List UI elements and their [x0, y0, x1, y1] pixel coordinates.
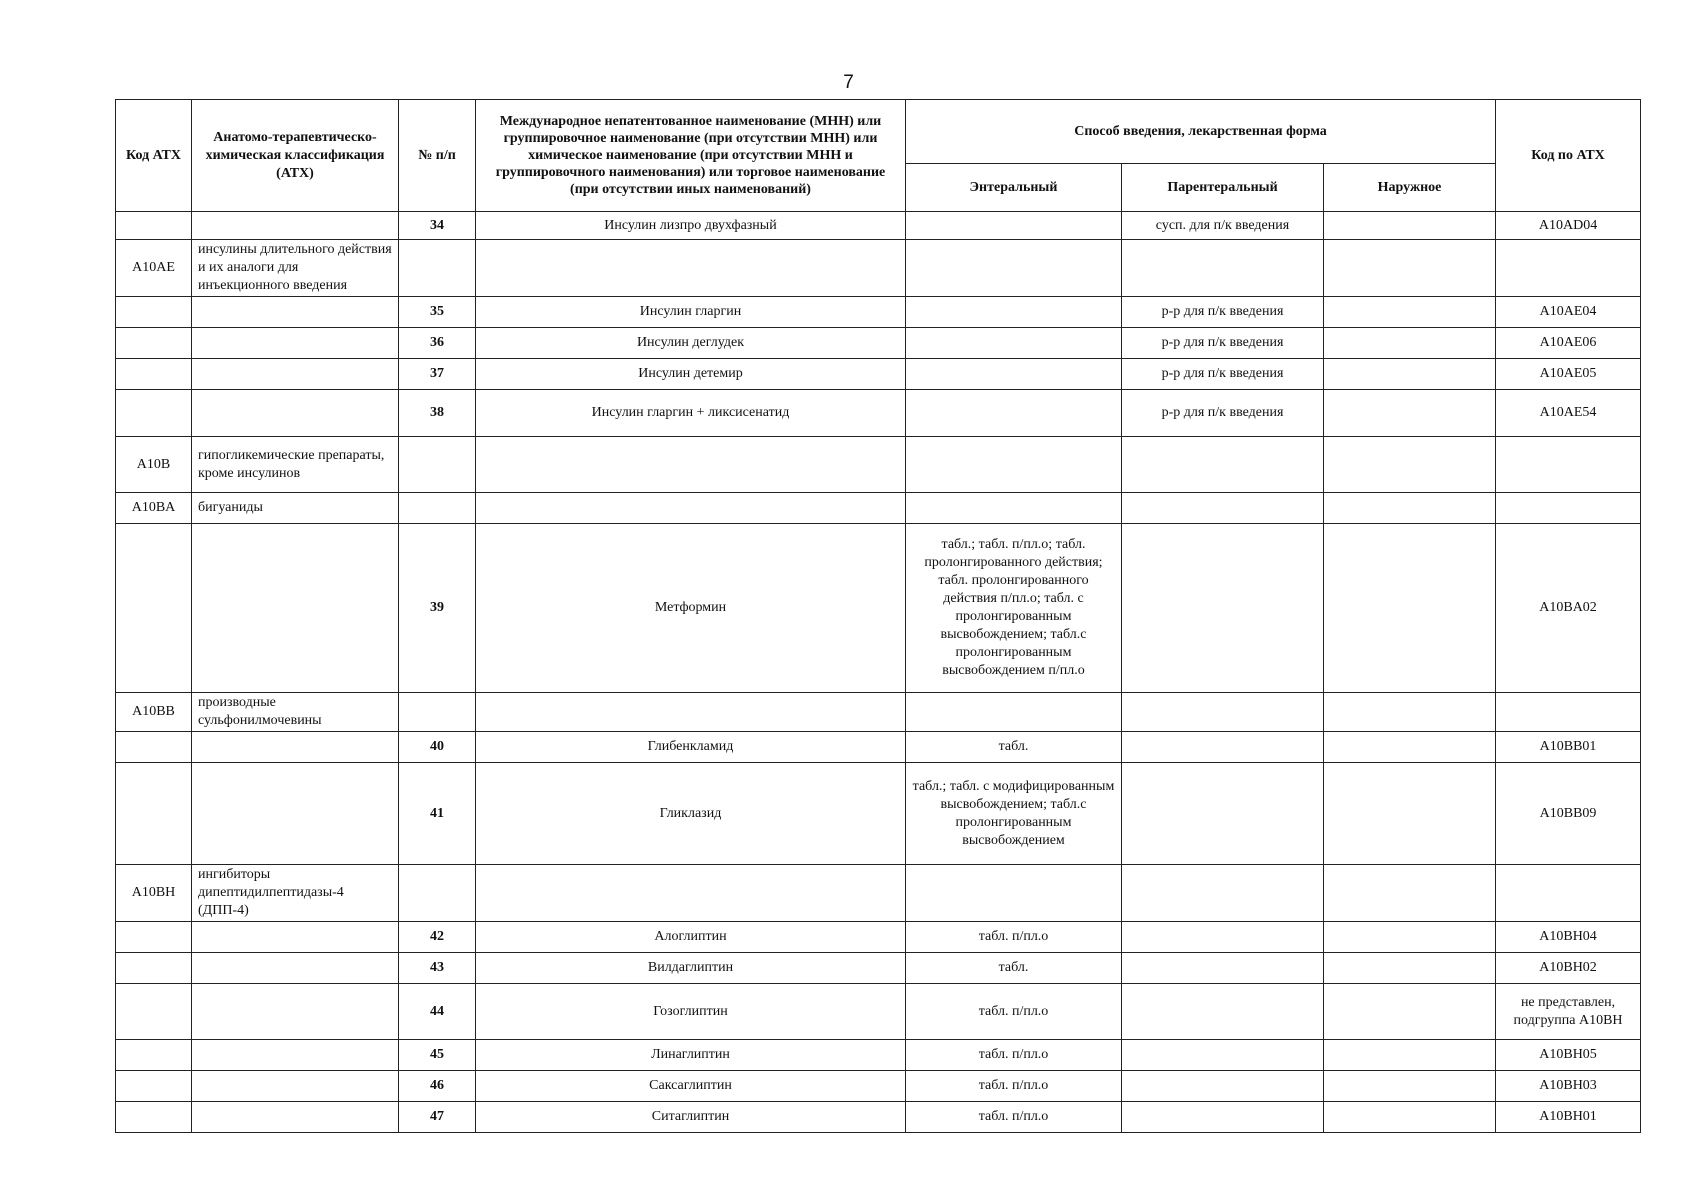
atx-code: A10AE06	[1496, 328, 1641, 359]
external-form	[1324, 524, 1496, 693]
item-number: 46	[399, 1071, 476, 1102]
atx-code: A10AE04	[1496, 297, 1641, 328]
atx-group-code	[116, 1102, 192, 1133]
external-form	[1324, 437, 1496, 493]
item-number	[399, 693, 476, 732]
enteral-form: табл.; табл. п/пл.о; табл. пролонгированного действия; табл. пролонгированного действия п/пл.о; табл. с пролонгированным высвобождением; табл.с пролонгированным высвобождением п/пл.о	[906, 524, 1122, 693]
atx-group-code	[116, 763, 192, 865]
atx-group-classification: производные сульфонилмочевины	[192, 693, 399, 732]
external-form	[1324, 328, 1496, 359]
parenteral-form	[1122, 984, 1324, 1040]
atx-group-classification	[192, 212, 399, 240]
enteral-form: табл. п/пл.о	[906, 1102, 1122, 1133]
enteral-form: табл. п/пл.о	[906, 984, 1122, 1040]
table-row	[116, 953, 1641, 984]
header-enteral: Энтеральный	[906, 164, 1122, 212]
drug-name: Инсулин гларгин + ликсисенатид	[476, 390, 906, 437]
enteral-form	[906, 693, 1122, 732]
external-form	[1324, 922, 1496, 953]
atx-group-code	[116, 732, 192, 763]
header-item-number: № п/п	[399, 100, 476, 212]
drug-name: Метформин	[476, 524, 906, 693]
enteral-form	[906, 865, 1122, 922]
table-row	[116, 328, 1641, 359]
atx-code	[1496, 437, 1641, 493]
table-row	[116, 297, 1641, 328]
table-row	[116, 1102, 1641, 1133]
drug-name: Алоглиптин	[476, 922, 906, 953]
header-external: Наружное	[1324, 164, 1496, 212]
atx-group-classification: бигуаниды	[192, 493, 399, 524]
header-code-atx: Код АТХ	[116, 100, 192, 212]
atx-group-classification	[192, 984, 399, 1040]
atx-code: A10BH04	[1496, 922, 1641, 953]
drug-name: Инсулин детемир	[476, 359, 906, 390]
atx-group-classification	[192, 953, 399, 984]
parenteral-form	[1122, 493, 1324, 524]
parenteral-form	[1122, 763, 1324, 865]
enteral-form	[906, 359, 1122, 390]
enteral-form	[906, 297, 1122, 328]
parenteral-form	[1122, 524, 1324, 693]
atx-group-code	[116, 212, 192, 240]
atx-group-code: A10BH	[116, 865, 192, 922]
parenteral-form: р-р для п/к введения	[1122, 390, 1324, 437]
atx-code: A10BB01	[1496, 732, 1641, 763]
external-form	[1324, 1040, 1496, 1071]
atx-group-classification	[192, 1071, 399, 1102]
item-number: 41	[399, 763, 476, 865]
parenteral-form	[1122, 732, 1324, 763]
atx-code	[1496, 693, 1641, 732]
parenteral-form: сусп. для п/к введения	[1122, 212, 1324, 240]
item-number: 36	[399, 328, 476, 359]
external-form	[1324, 953, 1496, 984]
item-number	[399, 240, 476, 297]
parenteral-form	[1122, 1040, 1324, 1071]
table-row	[116, 1040, 1641, 1071]
external-form	[1324, 297, 1496, 328]
atx-group-code	[116, 984, 192, 1040]
header-drug-name: Международное непатентованное наименование (МНН) или группировочное наименование (при отсутствии МНН) или химическое наименование (при отсутствии МНН и группировочного наименования) или торговое наименование (при отсутствии иных наименований)	[476, 100, 906, 212]
page-number: 7	[843, 72, 854, 93]
external-form	[1324, 390, 1496, 437]
parenteral-form	[1122, 865, 1324, 922]
parenteral-form	[1122, 1071, 1324, 1102]
external-form	[1324, 763, 1496, 865]
atx-code	[1496, 240, 1641, 297]
parenteral-form	[1122, 953, 1324, 984]
table-row	[116, 359, 1641, 390]
header-atx-classification: Анатомо-терапевтическо-химическая классификация (АТХ)	[192, 100, 399, 212]
table-row	[116, 524, 1641, 693]
external-form	[1324, 1102, 1496, 1133]
enteral-form: табл.; табл. с модифицированным высвобождением; табл.с пролонгированным высвобождением	[906, 763, 1122, 865]
drug-name	[476, 865, 906, 922]
group-row	[116, 493, 1641, 524]
atx-group-code: A10B	[116, 437, 192, 493]
parenteral-form: р-р для п/к введения	[1122, 328, 1324, 359]
group-row	[116, 437, 1641, 493]
parenteral-form: р-р для п/к введения	[1122, 297, 1324, 328]
atx-group-classification	[192, 359, 399, 390]
header-atx-code: Код по АТХ	[1496, 100, 1641, 212]
atx-group-code	[116, 1040, 192, 1071]
atx-group-code	[116, 922, 192, 953]
parenteral-form	[1122, 240, 1324, 297]
table-row	[116, 390, 1641, 437]
external-form	[1324, 984, 1496, 1040]
group-row	[116, 240, 1641, 297]
atx-group-code	[116, 297, 192, 328]
atx-group-classification: ингибиторы дипептидилпептидазы-4 (ДПП-4)	[192, 865, 399, 922]
atx-group-classification	[192, 732, 399, 763]
item-number: 35	[399, 297, 476, 328]
drug-name	[476, 493, 906, 524]
enteral-form: табл.	[906, 953, 1122, 984]
item-number: 43	[399, 953, 476, 984]
atx-group-classification	[192, 763, 399, 865]
parenteral-form: р-р для п/к введения	[1122, 359, 1324, 390]
item-number: 47	[399, 1102, 476, 1133]
atx-code	[1496, 493, 1641, 524]
enteral-form	[906, 437, 1122, 493]
item-number: 42	[399, 922, 476, 953]
atx-group-code	[116, 953, 192, 984]
drug-name	[476, 240, 906, 297]
drug-name: Инсулин лизпро двухфазный	[476, 212, 906, 240]
atx-code: A10AD04	[1496, 212, 1641, 240]
parenteral-form	[1122, 1102, 1324, 1133]
enteral-form	[906, 390, 1122, 437]
group-row	[116, 693, 1641, 732]
header-parenteral: Парентеральный	[1122, 164, 1324, 212]
drug-name: Вилдаглиптин	[476, 953, 906, 984]
enteral-form	[906, 328, 1122, 359]
item-number	[399, 437, 476, 493]
atx-code: A10AE54	[1496, 390, 1641, 437]
atx-group-classification	[192, 1102, 399, 1133]
external-form	[1324, 359, 1496, 390]
item-number: 34	[399, 212, 476, 240]
atx-code: A10BH05	[1496, 1040, 1641, 1071]
item-number: 38	[399, 390, 476, 437]
external-form	[1324, 240, 1496, 297]
table-row	[116, 984, 1641, 1040]
atx-group-classification: гипогликемические препараты, кроме инсулинов	[192, 437, 399, 493]
atx-group-code	[116, 390, 192, 437]
drug-name: Саксаглиптин	[476, 1071, 906, 1102]
atx-group-classification	[192, 328, 399, 359]
item-number	[399, 865, 476, 922]
external-form	[1324, 1071, 1496, 1102]
enteral-form	[906, 212, 1122, 240]
item-number: 45	[399, 1040, 476, 1071]
parenteral-form	[1122, 437, 1324, 493]
table-row	[116, 732, 1641, 763]
drug-name	[476, 437, 906, 493]
header-route-form: Способ введения, лекарственная форма	[906, 100, 1496, 164]
atx-code: A10AE05	[1496, 359, 1641, 390]
external-form	[1324, 865, 1496, 922]
atx-group-code	[116, 1071, 192, 1102]
atx-group-classification	[192, 390, 399, 437]
external-form	[1324, 493, 1496, 524]
atx-code	[1496, 865, 1641, 922]
atx-group-classification	[192, 297, 399, 328]
drug-name: Глибенкламид	[476, 732, 906, 763]
table-row	[116, 1071, 1641, 1102]
atx-group-code: A10AE	[116, 240, 192, 297]
drug-name	[476, 693, 906, 732]
atx-code: A10BB09	[1496, 763, 1641, 865]
parenteral-form	[1122, 922, 1324, 953]
atx-group-classification	[192, 922, 399, 953]
atx-code: A10BA02	[1496, 524, 1641, 693]
atx-group-code	[116, 328, 192, 359]
parenteral-form	[1122, 693, 1324, 732]
atx-code: A10BH01	[1496, 1102, 1641, 1133]
item-number: 44	[399, 984, 476, 1040]
atx-group-code: A10BA	[116, 493, 192, 524]
enteral-form	[906, 493, 1122, 524]
group-row	[116, 865, 1641, 922]
atx-group-classification: инсулины длительного действия и их аналоги для инъекционного введения	[192, 240, 399, 297]
enteral-form: табл. п/пл.о	[906, 1040, 1122, 1071]
enteral-form: табл. п/пл.о	[906, 1071, 1122, 1102]
atx-group-code	[116, 524, 192, 693]
atx-group-classification	[192, 1040, 399, 1071]
item-number: 40	[399, 732, 476, 763]
external-form	[1324, 212, 1496, 240]
atx-group-code	[116, 359, 192, 390]
drug-name: Инсулин деглудек	[476, 328, 906, 359]
atx-code: A10BH03	[1496, 1071, 1641, 1102]
atx-group-classification	[192, 524, 399, 693]
enteral-form: табл. п/пл.о	[906, 922, 1122, 953]
enteral-form: табл.	[906, 732, 1122, 763]
item-number: 37	[399, 359, 476, 390]
atx-group-code: A10BB	[116, 693, 192, 732]
drug-name: Линаглиптин	[476, 1040, 906, 1071]
drug-name: Инсулин гларгин	[476, 297, 906, 328]
drug-name: Гозоглиптин	[476, 984, 906, 1040]
table-row	[116, 763, 1641, 865]
drug-name: Гликлазид	[476, 763, 906, 865]
item-number	[399, 493, 476, 524]
external-form	[1324, 693, 1496, 732]
table-row	[116, 922, 1641, 953]
drug-registry-table	[115, 99, 1641, 1133]
atx-code: не представлен, подгруппа A10BH	[1496, 984, 1641, 1040]
external-form	[1324, 732, 1496, 763]
table-row	[116, 212, 1641, 240]
item-number: 39	[399, 524, 476, 693]
atx-code: A10BH02	[1496, 953, 1641, 984]
enteral-form	[906, 240, 1122, 297]
drug-name: Ситаглиптин	[476, 1102, 906, 1133]
